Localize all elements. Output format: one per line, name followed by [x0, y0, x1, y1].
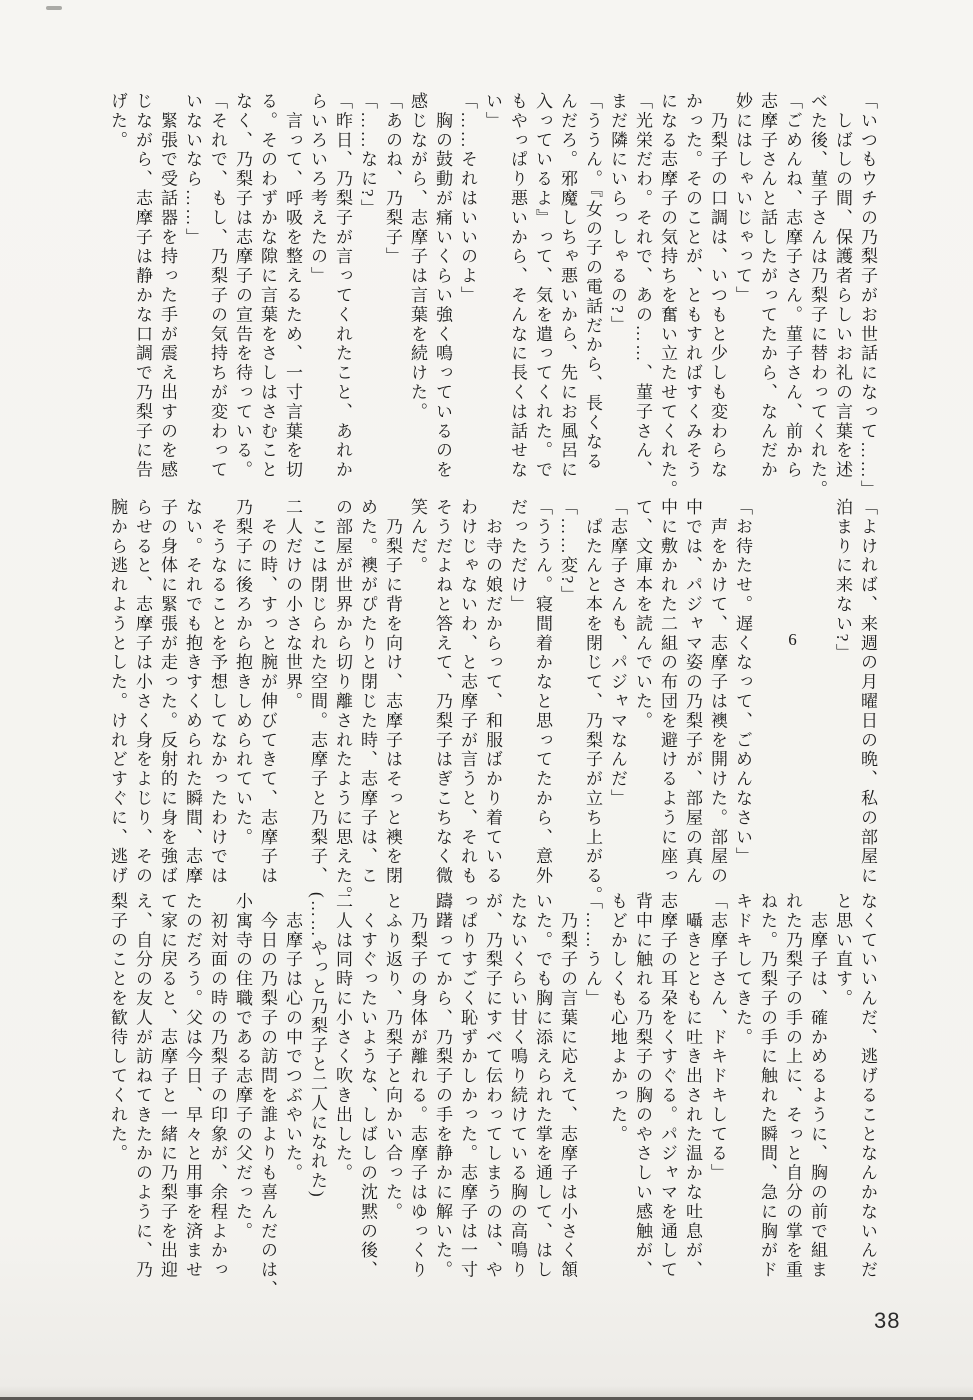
- text-column: 中では、パジャマ姿の乃梨子が、部屋の真ん: [683, 498, 702, 886]
- text-band-top: [105, 92, 880, 500]
- text-column: べた後、菫子さんは乃梨子に替わってくれた。: [808, 92, 827, 500]
- text-column: 「……なに?」: [358, 92, 377, 219]
- text-column: んだろ。邪魔しちゃ悪いから、先にお風呂に: [558, 92, 577, 480]
- text-column: 囁きとともに吐き出された温かな吐息が、: [683, 892, 702, 1280]
- text-column: になる志摩子の気持ちを奮い立たせてくれた。: [658, 92, 677, 500]
- text-column: 「それで、もし、乃梨子の気持ちが変わって: [208, 92, 227, 480]
- text-column: いた。でも胸に添えられた掌を通して、はし: [533, 892, 552, 1280]
- text-column: 志摩子さんと話したがってたから、なんだか: [758, 92, 777, 480]
- text-column: もどかしくも心地よかった。: [608, 892, 627, 1145]
- text-column: 「……変?」: [558, 498, 577, 605]
- text-column: 志摩子の耳朶をくすぐる。パジャマを通して: [658, 892, 677, 1280]
- text-column: いないなら……」: [183, 92, 202, 248]
- text-column: しばしの間、保護者らしいお礼の言葉を述: [833, 92, 852, 480]
- text-column: 「昨日、乃梨子が言ってくれたこと、あれか: [333, 92, 352, 480]
- section-number: 6: [783, 630, 802, 649]
- page-number: 38: [874, 1308, 901, 1333]
- text-column: 乃梨子の身体が離れる。志摩子はゆっくり: [408, 892, 427, 1280]
- text-column: たないくらい甘く鳴り続けている胸の高鳴り: [508, 892, 527, 1280]
- text-column: て、文庫本を読んでいた。: [633, 498, 652, 731]
- text-column: が、乃梨子にすべて伝わってしまうのは、や: [483, 892, 502, 1280]
- text-column: 今日の乃梨子の訪問を誰よりも喜んだのは、: [258, 892, 277, 1300]
- text-column: の部屋が世界から切り離されたように思えた。: [333, 498, 352, 906]
- text-column: 「志摩子さん、ドキドキしてる」: [708, 892, 727, 1183]
- text-column: [805, 498, 830, 898]
- text-column: その時、すっと腕が伸びてきて、志摩子は: [258, 498, 277, 886]
- text-column: 緊張で受話器を持った手が震え出すのを感: [158, 92, 177, 480]
- text-column: と思い直す。: [833, 892, 852, 1009]
- text-column: だっただけ」: [508, 498, 527, 615]
- text-column: まだ隣にいらっしゃるの?」: [608, 92, 627, 335]
- text-column: [755, 498, 780, 898]
- text-column: ぱたんと本を閉じて、乃梨子が立ち上がる。: [583, 498, 602, 906]
- text-column: たのだろう。父は今日、早々と用事を済ませ: [183, 892, 202, 1280]
- text-column: 泊まりに来ない?」: [833, 498, 852, 664]
- text-column: 中に敷かれた二組の布団を避けるように座っ: [658, 498, 677, 886]
- text-band-middle: [105, 498, 880, 906]
- text-column: 乃梨子に後ろから抱きしめられていた。: [233, 498, 252, 848]
- text-column: 子の身体に緊張が走った。反射的に身を強ば: [158, 498, 177, 886]
- text-band-bottom: [105, 892, 880, 1300]
- text-column: 乃梨子に背を向け、志摩子はそっと襖を閉: [383, 498, 402, 886]
- text-column: 志摩子は心の中でつぶやいた。: [283, 892, 302, 1183]
- text-column: 腕から逃れようとした。けれどすぐに、逃げ: [108, 498, 127, 886]
- text-column: 入っているよ』って、気を遣ってくれた。で: [533, 92, 552, 480]
- text-column: くすぐったいような、しばしの沈黙の後、: [358, 892, 377, 1280]
- text-column: らせると、志摩子は小さく身をよじり、その: [133, 498, 152, 886]
- text-column: かった。そのことが、ともすればすくみそう: [683, 92, 702, 480]
- text-column: え、自分の友人が訪ねてきたかのように、乃: [133, 892, 152, 1280]
- text-column: 「お待たせ。遅くなって、ごめんなさい」: [733, 498, 752, 867]
- text-column: 「ううん。『女の子の電話だから、長くなる: [583, 92, 602, 472]
- text-column: らいろいろ考えたの」: [308, 92, 327, 286]
- text-column: 「光栄だわ。それで、あの……、菫子さん、: [633, 92, 652, 480]
- text-column: 「ごめんね、志摩子さん。菫子さん、前から: [783, 92, 802, 480]
- text-column: 乃梨子の口調は、いつもと少しも変わらな: [708, 92, 727, 480]
- text-column: ねた。乃梨子の手に触れた瞬間、急に胸がド: [758, 892, 777, 1280]
- text-column: ここは閉じられた空間。志摩子と乃梨子、: [308, 498, 327, 886]
- text-column: もやっぱり悪いから、そんなに長くは話せな: [508, 92, 527, 480]
- text-column: キドキしてきた。: [733, 892, 752, 1048]
- text-column: 躊躇ってから、乃梨子の手を静かに解いた。: [433, 892, 452, 1280]
- text-column: 「ううん。寝間着かなと思ってたから、意外: [533, 498, 552, 886]
- text-column: 二人だけの小さな世界。: [283, 498, 302, 712]
- text-column: 「志摩子さんも、パジャマなんだ」: [608, 498, 627, 809]
- text-column: 「……それはいいのよ」: [458, 92, 477, 306]
- text-column: 梨子のことを歓待してくれた。: [108, 892, 127, 1164]
- text-column: 「いつもウチの乃梨子がお世話になって……」: [858, 92, 877, 500]
- text-column: て家に戻ると、志摩子と一緒に乃梨子を出迎: [158, 892, 177, 1280]
- text-column: 「よければ、来週の月曜日の晩、私の部屋に: [858, 498, 877, 886]
- text-column: 笑んだ。: [408, 498, 427, 576]
- text-column: げた。: [108, 92, 127, 151]
- text-column: い」: [483, 92, 502, 131]
- text-column: ない。それでも抱きすくめられた瞬間、志摩: [183, 498, 202, 886]
- text-column: 二人は同時に小さく吹き出した。: [333, 892, 352, 1183]
- text-column: っぱりすごく恥ずかしかった。志摩子は一寸: [458, 892, 477, 1280]
- text-column: 感じながら、志摩子は言葉を続けた。: [408, 92, 427, 422]
- text-column: る。そのわずかな隙に言葉をさしはさむこと: [258, 92, 277, 480]
- text-column: じながら、志摩子は静かな口調で乃梨子に告: [133, 92, 152, 480]
- text-column: めた。襖がぴたりと閉じた時、志摩子は、こ: [358, 498, 377, 886]
- text-column: 小寓寺の住職である志摩子の父だった。: [233, 892, 252, 1242]
- text-column: れた乃梨子の手の上に、そっと自分の掌を重: [783, 892, 802, 1280]
- text-column: 背中に触れる乃梨子の胸のやさしい感触が、: [633, 892, 652, 1280]
- text-column: 声をかけて、志摩子は襖を開けた。部屋の: [708, 498, 727, 886]
- text-column: わけじゃないわ、と志摩子が言うと、それも: [458, 498, 477, 886]
- text-column: (……やっと乃梨子と二人になれた): [308, 892, 327, 1200]
- text-column: そうだよねと答えて、乃梨子はぎこちなく微: [433, 498, 452, 886]
- text-column: なく、乃梨子は志摩子の宣告を待っている。: [233, 92, 252, 480]
- text-column: 胸の鼓動が痛いくらい強く鳴っているのを: [433, 92, 452, 480]
- text-column: お寺の娘だからって、和服ばかり着ている: [483, 498, 502, 886]
- text-column: そうなることを予想してなかったわけでは: [208, 498, 227, 886]
- text-column: 「あのね、乃梨子」: [383, 92, 402, 267]
- text-column: 乃梨子の言葉に応えて、志摩子は小さく頷: [558, 892, 577, 1280]
- text-column: 「……うん」: [583, 892, 602, 1009]
- text-column: 初対面の時の乃梨子の印象が、余程よかっ: [208, 892, 227, 1280]
- scan-artifact: [46, 6, 62, 10]
- text-column: 志摩子は、確かめるように、胸の前で組ま: [808, 892, 827, 1280]
- text-column: 妙にはしゃいじゃって」: [733, 92, 752, 306]
- text-column: とふり返り、乃梨子と向かい合った。: [383, 892, 402, 1222]
- text-column: なくていいんだ、逃げることなんかないんだ: [858, 892, 877, 1280]
- text-column: 言って、呼吸を整えるため、一寸言葉を切: [283, 92, 302, 480]
